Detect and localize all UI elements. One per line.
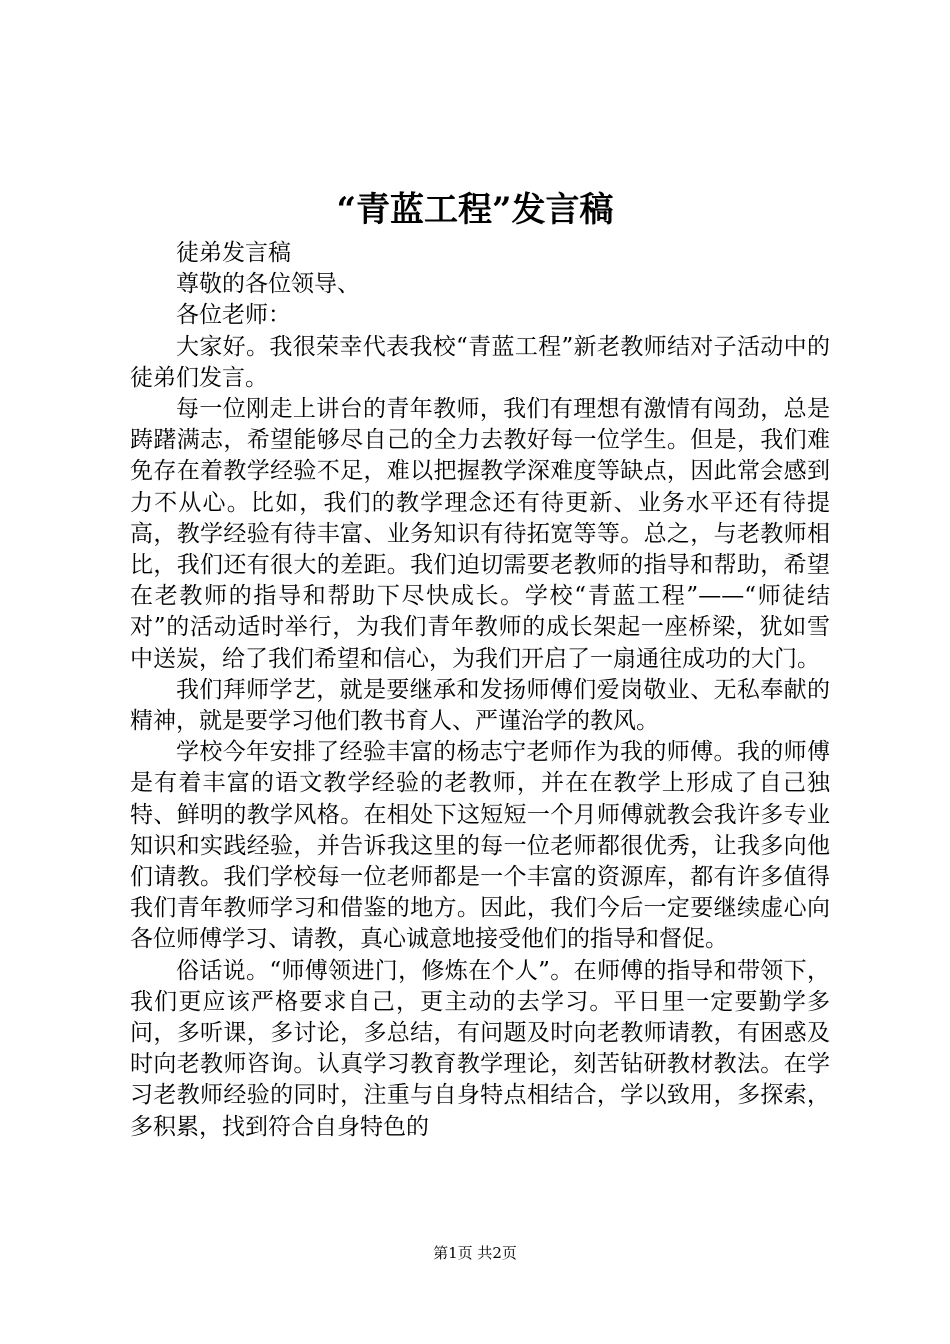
paragraph-address-teachers: 各位老师： bbox=[176, 302, 291, 329]
paragraph-body: 俗话说。“师傅领进门，修炼在个人”。在师傅的指导和带领下，我们更应该严格要求自己，更主动的去学习。平日里一定要勤学多问，多听课，多讨论，多总结，有问题及时向老教师请教，有困惑及时向老教师咨询。认真学习教育教学理论，刻苦钻研教材教法。在学习老教师经验的同时，注重与自身特点相结合，学以致用，多探索，多积累，找到符合自身特色的 bbox=[130, 957, 830, 1140]
paragraph-body: 学校今年安排了经验丰富的杨志宁老师作为我的师傅。我的师傅是有着丰富的语文教学经验的老教师，并在在教学上形成了自己独特、鲜明的教学风格。在相处下这短短一个月师傅就教会我许多专业知识和实践经验，并告诉我这里的每一位老师都很优秀，让我多向他们请教。我们学校每一位老师都是一个丰富的资源库，都有许多值得我们青年教师学习和借鉴的地方。因此，我们今后一定要继续虚心向各位师傅学习、请教，真心诚意地接受他们的指导和督促。 bbox=[130, 739, 830, 953]
paragraph-address-leaders: 尊敬的各位领导、 bbox=[176, 271, 360, 298]
paragraph-greeting: 大家好。我很荣幸代表我校“青蓝工程”新老教师结对子活动中的徒弟们发言。 bbox=[130, 333, 830, 391]
page-footer: 第1页 共2页 bbox=[433, 1244, 517, 1262]
document-title: “青蓝工程”发言稿 bbox=[336, 190, 614, 230]
paragraph-salutation-heading: 徒弟发言稿 bbox=[176, 240, 291, 266]
document-body bbox=[130, 238, 830, 1143]
paragraph-body: 我们拜师学艺，就是要继承和发扬师傅们爱岗敬业、无私奉献的精神，就是要学习他们教书育人、严谨治学的教风。 bbox=[130, 676, 830, 735]
paragraph-body: 每一位刚走上讲台的青年教师，我们有理想有激情有闯劲，总是踌躇满志，希望能够尽自己的全力去教好每一位学生。但是，我们难免存在着教学经验不足，难以把握教学深难度等缺点，因此常会感到力不从心。比如，我们的教学理念还有待更新、业务水平还有待提高，教学经验有待丰富、业务知识有待拓宽等等。总之，与老教师相比，我们还有很大的差距。我们迫切需要老教师的指导和帮助，希望在老教师的指导和帮助下尽快成长。学校“青蓝工程”——“师徒结对”的活动适时举行，为我们青年教师的成长架起一座桥梁，犹如雪中送炭，给了我们希望和信心，为我们开启了一扇通往成功的大门。 bbox=[130, 396, 830, 672]
